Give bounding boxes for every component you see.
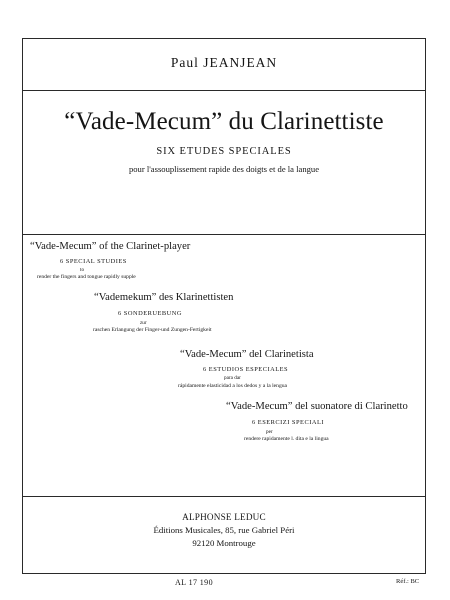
german-title: “Vademekum” des Klarinettisten: [94, 292, 234, 303]
english-title: “Vade-Mecum” of the Clarinet-player: [30, 241, 191, 252]
german-subtitle: 6 SONDERUEBUNG: [118, 310, 182, 317]
middle-divider: [22, 234, 426, 235]
publisher-city: 92120 Montrouge: [192, 538, 256, 548]
spanish-connector: para dar: [224, 375, 241, 381]
score-title: “Vade-Mecum” du Clarinettiste: [64, 108, 384, 135]
italian-description: rendere rapidamente l. dita e la lingua: [244, 436, 329, 442]
italian-connector: per: [266, 429, 273, 435]
top-divider: [22, 90, 426, 91]
italian-title: “Vade-Mecum” del suonatore di Clarinetto: [226, 401, 408, 412]
english-connector: to: [80, 267, 85, 273]
publisher-address: Éditions Musicales, 85, rue Gabriel Péri: [153, 525, 295, 535]
spanish-title: “Vade-Mecum” del Clarinetista: [180, 349, 314, 360]
german-connector: zur: [140, 320, 147, 326]
publisher-name: ALPHONSE LEDUC: [182, 512, 266, 522]
composer-name: Paul JEANJEAN: [170, 55, 278, 70]
score-subtitle: SIX ETUDES SPECIALES: [156, 146, 292, 157]
spanish-description: rápidamente elasticidad a los dedos y a la lengua: [178, 383, 288, 389]
plate-number: AL 17 190: [175, 578, 213, 587]
italian-subtitle: 6 ESERCIZI SPECIALI: [252, 419, 324, 426]
bottom-divider: [22, 496, 426, 497]
german-description: raschen Erlangung der Finger-und Zungen-Fertigkeit: [93, 327, 212, 333]
english-description: render the fingers and tongue rapidly supple: [37, 274, 136, 280]
reference-code: Réf.: BC: [396, 578, 420, 585]
score-purpose: pour l'assouplissement rapide des doigts et de la langue: [128, 164, 320, 174]
english-subtitle: 6 SPECIAL STUDIES: [60, 258, 127, 265]
spanish-subtitle: 6 ESTUDIOS ESPECIALES: [203, 366, 289, 373]
